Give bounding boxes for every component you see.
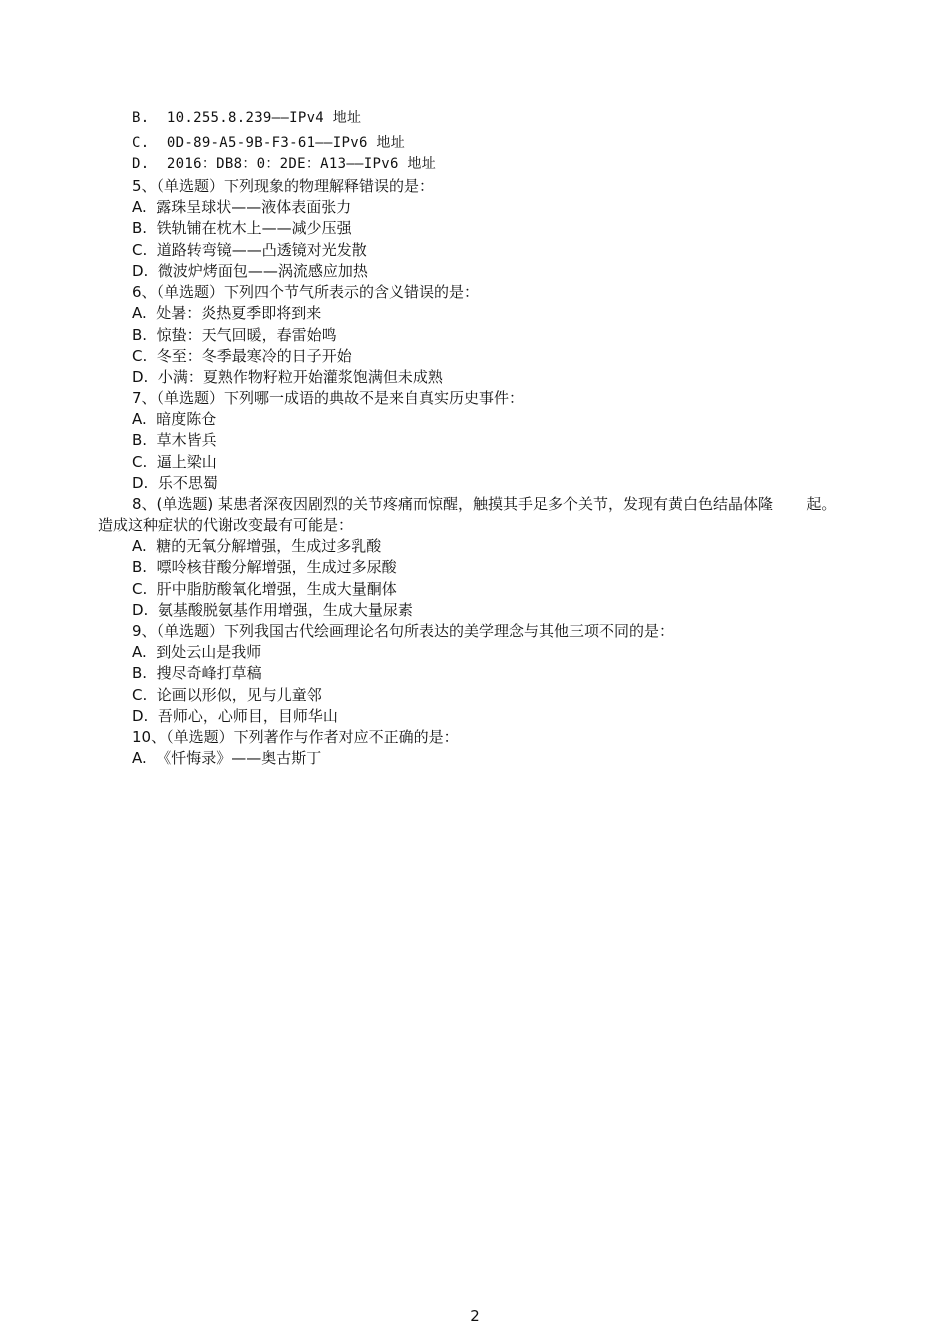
question-5-option-d: D. 微波炉烤面包——涡流感应加热 [132, 262, 368, 280]
question-5-option-c: C. 道路转弯镜——凸透镜对光发散 [132, 241, 367, 259]
question-6-option-c: C. 冬至：冬季最寒冷的日子开始 [132, 347, 352, 365]
question-7-option-a: A. 暗度陈仓 [132, 410, 217, 428]
question-8-title: 8、(单选题) 某患者深夜因剧烈的关节疼痛而惊醒，触摸其手足多个关节，发现有黄白色结晶体隆 起。 [132, 495, 837, 513]
question-8-option-b: B. 嘌呤核苷酸分解增强，生成过多尿酸 [132, 558, 397, 576]
question-7-title: 7、（单选题）下列哪一成语的典故不是来自真实历史事件： [132, 389, 525, 407]
question-10-title: 10、（单选题）下列著作与作者对应不正确的是： [132, 728, 459, 746]
question-6-option-b: B. 惊蛰：天气回暖，春雷始鸣 [132, 326, 337, 344]
question-7-option-d: D. 乐不思蜀 [132, 474, 218, 492]
question-8-title-continued: 造成这种症状的代谢改变最有可能是： [98, 516, 354, 534]
question-9-option-b: B. 搜尽奇峰打草稿 [132, 664, 262, 682]
question-6-option-a: A. 处暑：炎热夏季即将到来 [132, 304, 322, 322]
question-5-option-a: A. 露珠呈球状——液体表面张力 [132, 198, 352, 216]
question-10-option-a: A. 《忏悔录》——奥古斯丁 [132, 749, 322, 767]
question-7-option-c: C. 逼上梁山 [132, 453, 217, 471]
question-8-option-d: D. 氨基酸脱氨基作用增强，生成大量尿素 [132, 601, 413, 619]
question-6-option-d: D. 小满：夏熟作物籽粒开始灌浆饱满但未成熟 [132, 368, 443, 386]
question-8-option-c: C. 肝中脂肪酸氧化增强，生成大量酮体 [132, 580, 397, 598]
question-6-title: 6、（单选题）下列四个节气所表示的含义错误的是： [132, 283, 480, 301]
option-c-ipv6-mac: C. 0D-89-A5-9B-F3-61——IPv6 地址 [132, 135, 406, 151]
page-number: 2 [470, 1307, 480, 1325]
question-8-option-a: A. 糖的无氧分解增强，生成过多乳酸 [132, 537, 382, 555]
question-5-title: 5、（单选题）下列现象的物理解释错误的是： [132, 177, 435, 195]
question-5-option-b: B. 铁轨铺在枕木上——减少压强 [132, 219, 352, 237]
question-9-option-c: C. 论画以形似，见与儿童邻 [132, 686, 322, 704]
option-b-ipv4: B. 10.255.8.239——IPv4 地址 [132, 110, 362, 126]
option-d-ipv6: D. 2016：DB8：0：2DE：A13——IPv6 地址 [132, 156, 437, 172]
question-7-option-b: B. 草木皆兵 [132, 431, 217, 449]
question-9-title: 9、（单选题）下列我国古代绘画理论名句所表达的美学理念与其他三项不同的是： [132, 622, 675, 640]
question-9-option-d: D. 吾师心，心师目，目师华山 [132, 707, 338, 725]
question-9-option-a: A. 到处云山是我师 [132, 643, 262, 661]
